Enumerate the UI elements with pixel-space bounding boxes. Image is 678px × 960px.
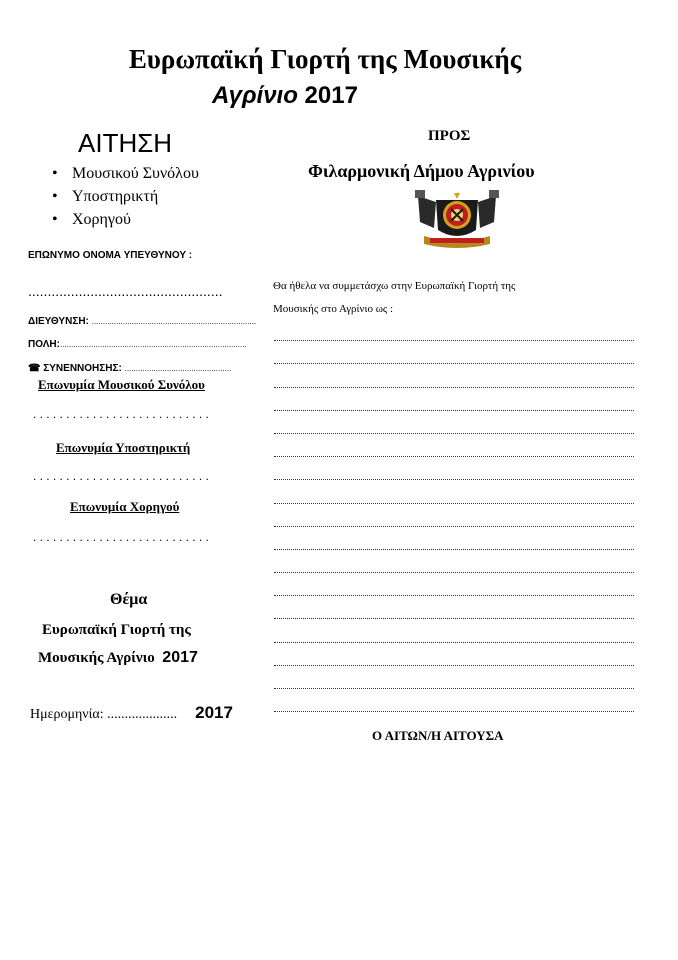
city-dots: .................................................................................... <box>59 340 247 349</box>
intro-text-line-2: Μουσικής στο Αγρίνιο ως : <box>273 303 394 315</box>
fill-line[interactable] <box>274 364 634 387</box>
fill-line[interactable] <box>274 596 634 619</box>
fill-line[interactable] <box>274 411 634 434</box>
fill-line[interactable] <box>274 504 634 527</box>
date-label: Ημερομηνία: .................... <box>30 707 178 722</box>
subject-line-1: Ευρωπαϊκή Γιορτή της <box>42 622 191 638</box>
participation-text-area[interactable] <box>274 318 634 712</box>
sponsor-name-field[interactable]: ........................... <box>33 530 213 544</box>
fill-line[interactable] <box>274 550 634 573</box>
fill-line[interactable] <box>274 480 634 503</box>
application-type-list <box>52 162 199 231</box>
subject-line-2: Μουσικής Αγρίνιο 2017 <box>38 649 198 666</box>
address-field[interactable] <box>28 316 256 327</box>
fill-line[interactable] <box>274 318 634 341</box>
fill-line[interactable] <box>274 689 634 712</box>
fill-line[interactable] <box>274 527 634 550</box>
list-item: • Μουσικού Συνόλου <box>52 162 199 185</box>
city-field[interactable] <box>28 339 247 350</box>
recipient-name: Φιλαρμονική Δήμου Αγρινίου <box>308 161 535 181</box>
date-field[interactable] <box>30 703 233 723</box>
phone-label: ΣΥΝΕΝΝΟΗΣΗΣ: <box>43 363 122 374</box>
to-label: ΠΡΟΣ <box>428 128 471 144</box>
subject-heading: Θέμα <box>110 591 148 608</box>
fill-line[interactable] <box>274 666 634 689</box>
fill-line[interactable] <box>274 573 634 596</box>
supporter-name-field[interactable]: ........................... <box>33 469 213 483</box>
fill-line[interactable] <box>274 457 634 480</box>
city-label: ΠΟΛΗ: <box>28 339 60 350</box>
ensemble-name-field[interactable]: ........................... <box>33 407 213 421</box>
fill-line[interactable] <box>274 388 634 411</box>
subtitle-year: 2017 <box>304 82 358 109</box>
fill-line[interactable] <box>274 434 634 457</box>
list-item: • Υποστηρικτή <box>52 185 199 208</box>
fill-line[interactable] <box>274 341 634 364</box>
application-heading: ΑΙΤΗΣΗ <box>78 128 173 158</box>
document-title: Ευρωπαϊκή Γιορτή της Μουσικής <box>128 44 522 74</box>
philharmonic-emblem-icon <box>414 188 500 250</box>
address-dots: .......................................................................... <box>91 317 257 326</box>
list-item: • Χορηγού <box>52 208 199 231</box>
phone-icon: ☎ <box>28 363 41 374</box>
responsible-name-label: ΕΠΩΝΥΜΟ ΟΝΟΜΑ ΥΠΕΥΘΥΝΟΥ : <box>28 250 193 261</box>
contact-phone-field[interactable] <box>28 363 231 374</box>
sponsor-name-label: Επωνυμία Χορηγού <box>70 499 180 514</box>
applicant-signature-label: Ο ΑΙΤΩΝ/Η ΑΙΤΟΥΣΑ <box>372 728 504 743</box>
date-year: 2017 <box>195 703 233 722</box>
fill-line[interactable] <box>274 643 634 666</box>
supporter-name-label: Επωνυμία Υποστηρικτή <box>56 440 191 455</box>
address-label: ΔΙΕΥΘΥΝΣΗ: <box>28 316 89 327</box>
intro-text-line-1: Θα ήθελα να συμμετάσχω στην Ευρωπαϊκή Γιορτή της <box>273 280 516 292</box>
subtitle-place: Αγρίνιο <box>212 82 298 109</box>
document-subtitle <box>212 82 358 110</box>
fill-line[interactable] <box>274 619 634 642</box>
ensemble-name-label: Επωνυμία Μουσικού Συνόλου <box>38 377 205 392</box>
phone-dots: ................................................ <box>124 364 232 373</box>
responsible-name-field[interactable]: .................................................. <box>28 283 223 299</box>
